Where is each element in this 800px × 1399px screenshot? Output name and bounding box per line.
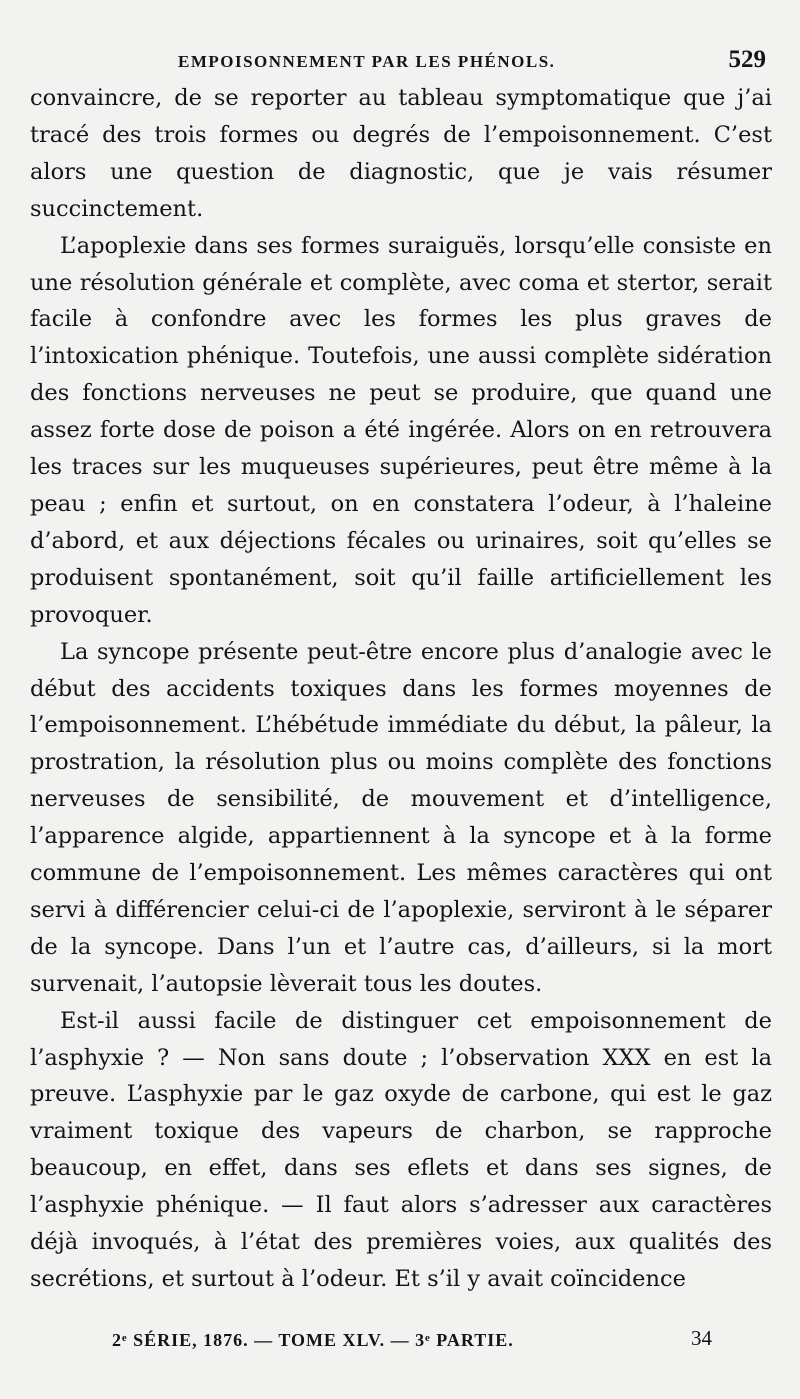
page-footer — [30, 1326, 772, 1356]
paragraph-syncope: La syncope présente peut-être encore plus d’analogie avec le début des accidents toxiques dans les formes moyennes de l’empoisonnement. L’hébétude immédiate du début, la pâleur, la prostration, la résolution plus ou moins complète des fonctions nerveuses de sensibilité, de mouvement et d’intelligence, l’apparence algide, appartiennent à la syncope et à la forme commune de l’empoisonnement. Les mêmes caractères qui ont servi à différencier celui-ci de l’apoplexie, serviront à le séparer de la syncope. Dans l’un et l’autre cas, d’ailleurs, si la mort survenait, l’autopsie lèverait tous les doutes. — [30, 638, 772, 997]
paragraph-apoplexie: L’apoplexie dans ses formes suraiguës, lorsqu’elle consiste en une résolution générale et complète, avec coma et stertor, serait facile à confondre avec les formes les plus graves de l’intoxication phénique. Toutefois, une aussi complète sidération des fonctions nerveuses ne peut se produire, que quand une assez forte dose de poison a été ingérée. Alors on en retrouvera les traces sur les muqueuses supérieures, peut être même à la peau ; enfin et surtout, on en constatera l’odeur, à l’haleine d’abord, et aux déjections fécales ou urinaires, soit qu’elles se produisent spontanément, soit qu’il faille artificiellement les provoquer. — [30, 232, 772, 628]
sheet-number: 34 — [691, 1326, 712, 1350]
body-text — [30, 80, 772, 1298]
paragraph-continuation: convaincre, de se reporter au tableau symptomatique que j’ai tracé des trois formes ou degrés de l’empoisonnement. C’est alors une question de diagnostic, que je vais résumer succinctement. — [30, 85, 772, 222]
running-title: EMPOISONNEMENT PAR LES PHÉNOLS. — [178, 52, 556, 71]
page-number: 529 — [728, 46, 766, 73]
running-head — [30, 46, 772, 80]
paragraph-asphyxie: Est-il aussi facile de distinguer cet empoisonnement de l’asphyxie ? — Non sans doute ; l’observation XXX en est la preuve. L’asphyxie par le gaz oxyde de carbone, qui est le gaz vraiment toxique des vapeurs de charbon, se rapproche beaucoup, en effet, dans ses eflets et dans ses signes, de l’asphyxie phénique. — Il faut alors s’adresser aux caractères déjà invoqués, à l’état des premières voies, aux qualités des secrétions, et surtout à l’odeur. Et s’il y avait coïncidence — [30, 1007, 772, 1292]
footer-signature: 2ᵉ SÉRIE, 1876. — TOME XLV. — 3ᵉ PARTIE. — [112, 1330, 514, 1350]
